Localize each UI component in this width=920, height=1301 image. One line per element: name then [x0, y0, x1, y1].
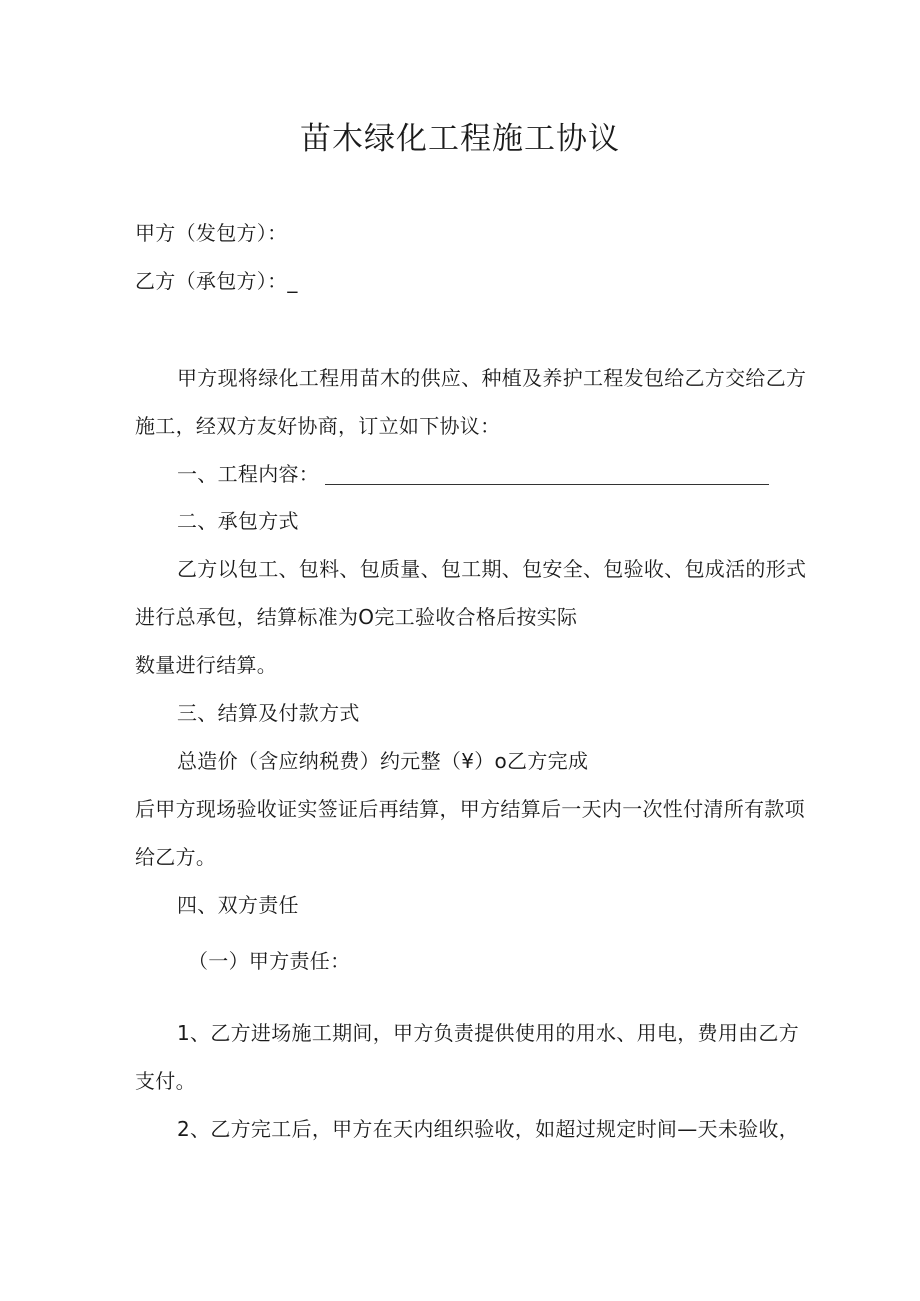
section-3-line: 后甲方现场验收证实签证后再结算，甲方结算后一天内一次性付清所有款项 — [135, 797, 805, 821]
section-1-title-text: 一、工程内容： — [177, 462, 320, 486]
item-2-line: 2、乙方完工后，甲方在天内组织验收，如超过规定时间—天未验收， — [177, 1117, 800, 1141]
section-3-title: 三、结算及付款方式 — [177, 701, 360, 725]
section-2-line: 进行总承包，结算标准为O完工验收合格后按实际 — [135, 605, 578, 629]
document-title: 苗木绿化工程施工协议 — [300, 121, 620, 157]
section-1-title — [177, 462, 769, 486]
subsection-1-title: （一）甲方责任： — [188, 949, 351, 973]
item-1-line: 1、乙方进场施工期间，甲方负责提供使用的用水、用电，费用由乙方 — [177, 1021, 800, 1045]
intro-paragraph-line: 施工，经双方友好协商，订立如下协议： — [135, 414, 501, 438]
intro-paragraph-line: 甲方现将绿化工程用苗木的供应、种植及养护工程发包给乙方交给乙方 — [177, 366, 807, 390]
section-2-title: 二、承包方式 — [177, 509, 299, 533]
section-4-title: 四、双方责任 — [177, 893, 299, 917]
item-1-line: 支付。 — [135, 1069, 196, 1093]
section-3-line: 给乙方。 — [135, 845, 217, 869]
fill-in-blank-line — [325, 483, 769, 485]
party-b-label: 乙方（承包方）：_ — [135, 269, 298, 293]
section-2-line: 乙方以包工、包料、包质量、包工期、包安全、包验收、包成活的形式 — [177, 557, 807, 581]
section-2-line: 数量进行结算。 — [135, 653, 278, 677]
section-3-line: 总造价（含应纳税费）约元整（¥）o乙方完成 — [177, 749, 589, 773]
party-a-label: 甲方（发包方）： — [135, 221, 288, 245]
